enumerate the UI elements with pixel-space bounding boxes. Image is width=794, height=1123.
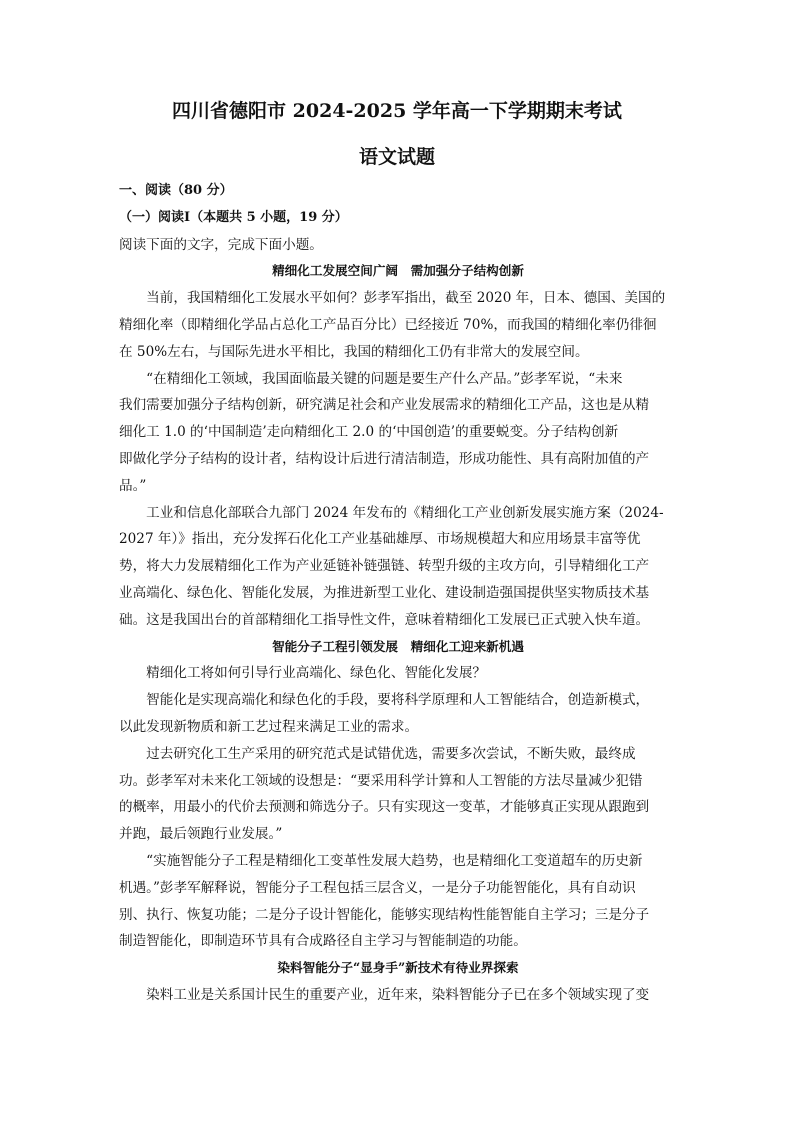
paragraph-2	[119, 366, 677, 500]
paragraph-line: 制造智能化，即制造环节具有合成路径自主学习与智能制造的功能。	[119, 933, 527, 950]
paragraph-line: 精细化工将如何引导行业高端化、绿色化、智能化发展？	[119, 665, 487, 682]
paragraph-1	[119, 285, 677, 365]
paragraph-8	[119, 982, 677, 1009]
paragraph-line: “实施智能分子工程是精细化工变革性发展大趋势，也是精细化工变道超车的历史新	[119, 852, 643, 869]
section-heading: 一、阅读（80 分）	[119, 183, 233, 198]
paragraph-7	[119, 848, 677, 955]
paragraph-line: 在 50%左右，与国际先进水平相比，我国的精细化工仍有非常大的发展空间。	[119, 343, 589, 360]
paragraph-line: 即做化学分子结构的设计者，结构设计后进行清洁制造，形成功能性、具有高附加值的产	[119, 450, 650, 467]
paragraph-line: 以此发现新物质和新工艺过程来满足工业的需求。	[119, 718, 419, 735]
instruction-text: 阅读下面的文字，完成下面小题。	[119, 236, 323, 253]
paragraph-line: 我们需要加强分子结构创新，研究满足社会和产业发展需求的精细化工产品，这也是从精	[119, 397, 650, 414]
subsection-heading: （一）阅读Ⅰ（本题共 5 小题，19 分）	[119, 209, 348, 225]
paragraph-line: 别、执行、恢复功能；二是分子设计智能化，能够实现结构性能智能自主学习；三是分子	[119, 906, 650, 923]
exam-subtitle: 语文试题	[358, 146, 435, 168]
paragraph-line: 精细化率（即精细化学品占总化工产品百分比）已经接近 70%，而我国的精细化率仍徘徊	[119, 316, 657, 333]
paragraph-6	[119, 741, 677, 848]
exam-title: 四川省德阳市 2024-2025 学年高一下学期期末考试	[172, 100, 622, 122]
paragraph-line: 的概率，用最小的代价去预测和筛选分子。只有实现这一变革，才能够真正实现从跟跑到	[119, 799, 650, 816]
article-title-3: 染料智能分子“显身手”新技术有待业界探索	[277, 960, 519, 976]
paragraph-line: 过去研究化工生产采用的研究范式是试错优选，需要多次尝试，不断失败，最终成	[119, 745, 636, 762]
paragraph-line: 础。这是我国出台的首部精细化工指导性文件，意味着精细化工发展已正式驶入快车道。	[119, 611, 650, 628]
article-title-2: 智能分子工程引领发展 精细化工迎来新机遇	[272, 638, 524, 654]
paragraph-line: 品。”	[119, 477, 147, 494]
paragraph-line: 染料工业是关系国计民生的重要产业，近年来，染料智能分子已在多个领域实现了变	[119, 986, 650, 1003]
paragraph-line: 2027 年）》指出，充分发挥石化化工产业基础雄厚、市场规模超大和应用场景丰富等优	[119, 531, 641, 548]
paragraph-line: 并跑，最后领跑行业发展。”	[119, 826, 283, 843]
paragraph-4	[119, 660, 677, 687]
paragraph-line: 势，将大力发展精细化工作为产业延链补链强链、转型升级的主攻方向，引导精细化工产	[119, 558, 650, 575]
paragraph-line: 功。彭孝军对未来化工领域的设想是：“要采用科学计算和人工智能的方法尽量减少犯错	[119, 772, 643, 789]
paragraph-line: 当前，我国精细化工发展水平如何？彭孝军指出，截至 2020 年，日本、德国、美国的	[119, 290, 666, 307]
document-body	[119, 178, 677, 1009]
paragraph-3	[119, 500, 677, 634]
paragraph-line: 业高端化、绿色化、智能化发展，为推进新型工业化、建设制造强国提供坚实物质技术基	[119, 584, 650, 601]
paragraph-line: 机遇。”彭孝军解释说，智能分子工程包括三层含义，一是分子功能智能化，具有自动识	[119, 879, 636, 896]
paragraph-line: 工业和信息化部联合九部门 2024 年发布的《精细化工产业创新发展实施方案（2024-	[119, 504, 664, 521]
paragraph-line: “在精细化工领域，我国面临最关键的问题是要生产什么产品。”彭孝军说，“未来	[119, 370, 623, 387]
paragraph-line: 细化工 1.0 的‘中国制造’走向精细化工 2.0 的‘中国创造’的重要蜕变。分子结构创新	[119, 424, 619, 441]
paragraph-line: 智能化是实现高端化和绿色化的手段，要将科学原理和人工智能结合，创造新模式，	[119, 692, 650, 709]
paragraph-5	[119, 687, 677, 741]
article-title-1: 精细化工发展空间广阔 需加强分子结构创新	[272, 263, 524, 279]
